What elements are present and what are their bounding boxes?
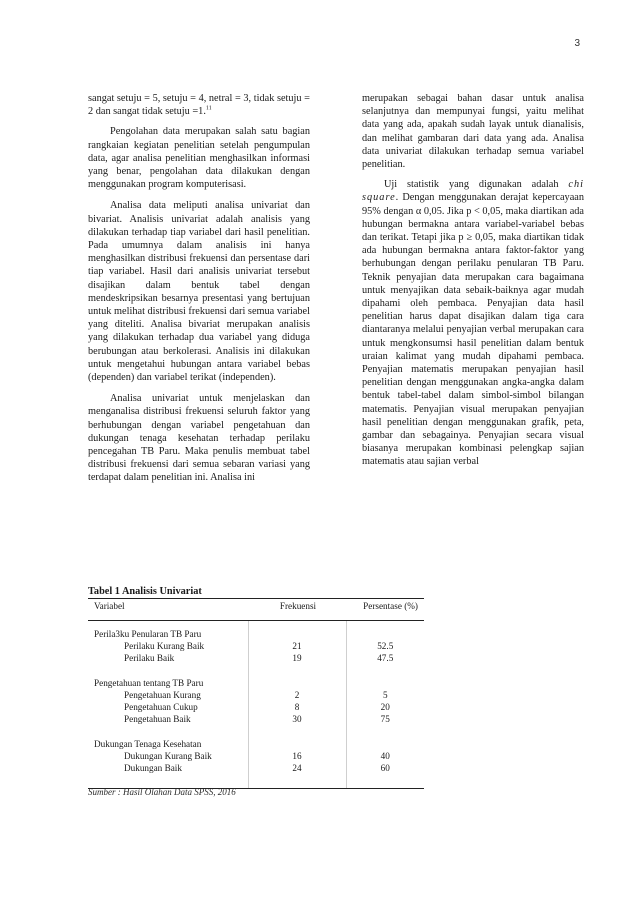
section-label: Perila3ku Penularan TB Paru (94, 629, 202, 639)
header-frekuensi: Frekuensi (248, 599, 346, 621)
table-section-row (88, 739, 424, 751)
paragraph-likert-scale (88, 92, 310, 118)
row-persentase: 20 (346, 702, 424, 714)
table-source: Sumber : Hasil Olahan Data SPSS, 2016 (88, 787, 236, 797)
row-frekuensi: 21 (248, 641, 346, 653)
paragraph-data-analysis: Analisa data meliputi analisa univariat dan bivariat. Analisis univariat adalah analisis yang dilakukan terhadap tiap variabel dari hasil penelitian. Pada umumnya dalam analisis ini hanya menghasilkan distribusi frekuensi dan persentase dari tiap variabel. Hasil dari analisis univariat tersebut disajikan dalam bentuk tabel dengan mendeskripsikan besarnya presentasi yang bertujuan untuk melihat distribusi frekuensi dari semua variabel yang diteliti. Analisa bivariat merupakan analisis yang dilakukan terhadap dua variabel yang diduga berubungan atau berkolerasi. Analisis ini dilakukan untuk mengetahui hubungan antara variabel bebas (dependen) dan variabel terikat (independen). (88, 200, 310, 384)
row-persentase: 47.5 (346, 653, 424, 665)
row-persentase: 60 (346, 763, 424, 775)
row-persentase: 52.5 (346, 641, 424, 653)
right-column (362, 92, 584, 477)
row-frekuensi: 24 (248, 763, 346, 775)
statistical-test-intro: Uji statistik yang digunakan adalah (384, 179, 559, 191)
table-header-row (88, 599, 424, 621)
left-column (88, 92, 310, 493)
row-label: Perilaku Baik (124, 653, 175, 663)
table-row (88, 641, 424, 653)
table-row (88, 714, 424, 726)
row-label: Dukungan Kurang Baik (124, 751, 212, 761)
row-frekuensi: 19 (248, 653, 346, 665)
statistical-test-body: . Dengan menggunakan derajat kepercayaan 95% dengan α 0,05. Jika p < 0,05, maka diartikan ada hubungan bermakna antara variabel-variabel bebas dan terikat. Tetapi jika p ≥ 0,05, maka diartikan tidak ada hubungan bermakna antara faktor-faktor yang berhubungan dengan perilaku penularan TB Paru. Teknik penyajian data merupakan cara bagaimana untuk menyajikan data sebaik-baiknya agar mudah dipahami oleh pembaca. Penyajian data hasil penelitian harus dapat disajikan dalam tiga cara diantaranya melalui penyajian verbal merupakan cara untuk mengkonsumsi hasil penelitian dalam bentuk uraian kalimat yang mudah dipahami pembaca. Penyajian matematis merupakan penyajian hasil penelitian dengan menggunakan angka-angka dalam bentuk tabel-tabel dalam simbol-simbol bilangan matematis. Penyajian visual merupakan penyajian hasil penelitian dengan menggunakan grafik, peta, gambar dan sebagainya. Penyajian secara visual biasanya merupakan kombinasi pelengkap sajian matematis atau sajian verbal (362, 192, 584, 468)
row-persentase: 5 (346, 690, 424, 702)
citation-superscript: 11 (205, 105, 212, 112)
paragraph-statistical-test (362, 178, 584, 468)
header-variabel: Variabel (88, 599, 248, 621)
table-row (88, 763, 424, 775)
paragraph-univariate-analysis: Analisa univariat untuk menjelaskan dan menganalisa distribusi frekuensi seluruh faktor yang berhubungan dengan variabel pengetahuan dan dukungan tenaga kesehatan terhadap perilaku pencegahan TB Paru. Maka penulis membuat tabel distribusi frekuensi dari semua sebaran variasi yang terdapat dalam penelitian ini. Analisa ini (88, 393, 310, 484)
univariate-table (88, 598, 424, 789)
row-frekuensi: 8 (248, 702, 346, 714)
table-section-row (88, 629, 424, 641)
row-label: Pengetahuan Kurang (124, 690, 201, 700)
chi-square-term: chi square (362, 179, 584, 204)
table-row (88, 751, 424, 763)
row-label: Perilaku Kurang Baik (124, 641, 205, 651)
likert-scale-text: sangat setuju = 5, setuju = 4, netral = 3, tidak setuju = 2 dan sangat tidak setuju =1. (88, 93, 310, 118)
table-row (88, 690, 424, 702)
section-label: Dukungan Tenaga Kesehatan (94, 739, 202, 749)
page-number: 3 (574, 38, 580, 49)
row-persentase: 40 (346, 751, 424, 763)
row-frekuensi: 30 (248, 714, 346, 726)
table-title: Tabel 1 Analisis Univariat (88, 586, 202, 597)
row-frekuensi: 2 (248, 690, 346, 702)
section-label: Pengetahuan tentang TB Paru (94, 678, 204, 688)
paragraph-data-processing: Pengolahan data merupakan salah satu bagian rangkaian kegiatan penelitian setelah pengumpulan data, agar analisa penelitian menghasilkan informasi yang benar, pengolahan data dilakukan dengan menggunakan program komputerisasi. (88, 126, 310, 191)
header-persentase: Persentase (%) (346, 599, 424, 621)
row-label: Pengetahuan Cukup (124, 702, 198, 712)
table-row (88, 702, 424, 714)
row-persentase: 75 (346, 714, 424, 726)
row-label: Dukungan Baik (124, 763, 182, 773)
row-frekuensi: 16 (248, 751, 346, 763)
row-label: Pengetahuan Baik (124, 714, 191, 724)
paragraph-univariate-purpose: merupakan sebagai bahan dasar untuk analisa selanjutnya dan mempunyai fungsi, yaitu melihat data yang ada, apakah sudah layak untuk dianalisis, dan melihat gambaran dari data yang ada. Analisa data univariat dilakukan terhadap semua variabel penelitian. (362, 93, 584, 171)
table-section-row (88, 678, 424, 690)
table-row (88, 653, 424, 665)
